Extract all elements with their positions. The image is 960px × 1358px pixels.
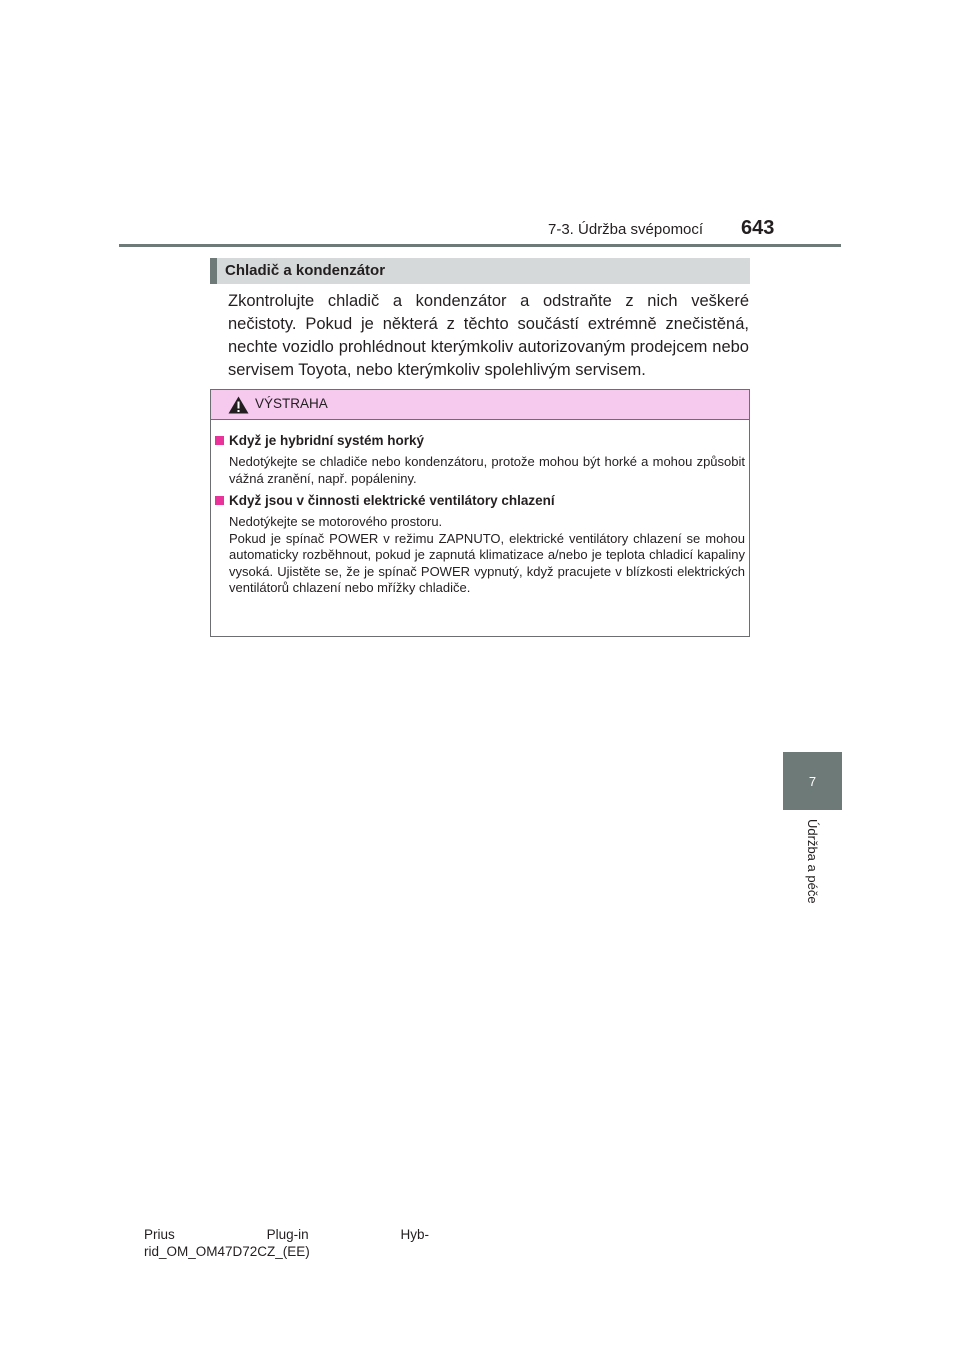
- footer-word: Hyb-: [400, 1227, 429, 1242]
- warning-header: [211, 390, 749, 420]
- warning-item-heading: [215, 492, 745, 510]
- warning-box: [210, 389, 750, 637]
- warning-item-cooling-fans: [215, 492, 745, 597]
- section-heading: [210, 258, 750, 284]
- square-bullet-icon: [215, 496, 224, 505]
- section-body-text: Zkontrolujte chladič a kondenzátor a odstraňte z nich veškeré nečistoty. Pokud je některá z těchto součástí extrémně znečistěná, nechte vozidlo prohlédnout kterýmkoliv autorizovaným prodejcem nebo servisem Toyota, nebo kterýmkoliv spolehlivým servisem.: [228, 292, 749, 379]
- warning-item-text: Nedotýkejte se chladiče nebo kondenzátoru, protože mohou být horké a mohou způsobit vážná zranění, např. popáleniny.: [229, 454, 745, 486]
- chapter-title-vertical: [765, 819, 845, 919]
- warning-item-heading-text: Když jsou v činnosti elektrické ventilátory chlazení: [229, 493, 555, 508]
- warning-item-text: Nedotýkejte se motorového prostoru.: [229, 514, 443, 529]
- warning-item-text: Pokud je spínač POWER v režimu ZAPNUTO, elektrické ventilátory chlazení se mohou automaticky rozběhnout, pokud je zapnutá klimatizace a/nebo je teplota chladicí kapaliny vysoká. Ujistěte se, že je spínač POWER vypnutý, když pracujete v blízkosti elektrických ventilátorů chlazení nebo mřížky chladiče.: [229, 530, 745, 596]
- heading-accent-bar: [210, 258, 217, 284]
- footer-line-2: rid_OM_OM47D72CZ_(EE): [144, 1244, 310, 1259]
- warning-item-heading-text: Když je hybridní systém horký: [229, 433, 425, 448]
- page-number: 643: [741, 217, 775, 239]
- warning-item-heading: [215, 432, 745, 450]
- header-divider: [119, 244, 841, 247]
- warning-item-hot-system: [215, 432, 745, 487]
- chapter-number: 7: [808, 773, 817, 789]
- footer-word: Plug-in: [266, 1227, 309, 1242]
- warning-title: VÝSTRAHA: [255, 396, 328, 411]
- footer-word: Prius: [144, 1227, 175, 1242]
- chapter-tab: [783, 752, 842, 810]
- footer-model-code: [144, 1226, 429, 1260]
- square-bullet-icon: [215, 436, 224, 445]
- running-header-section: 7-3. Údržba svépomocí: [548, 221, 704, 238]
- warning-triangle-icon: [228, 396, 249, 414]
- chapter-title: Údržba a péče: [805, 819, 820, 904]
- section-heading-text: Chladič a kondenzátor: [225, 262, 386, 279]
